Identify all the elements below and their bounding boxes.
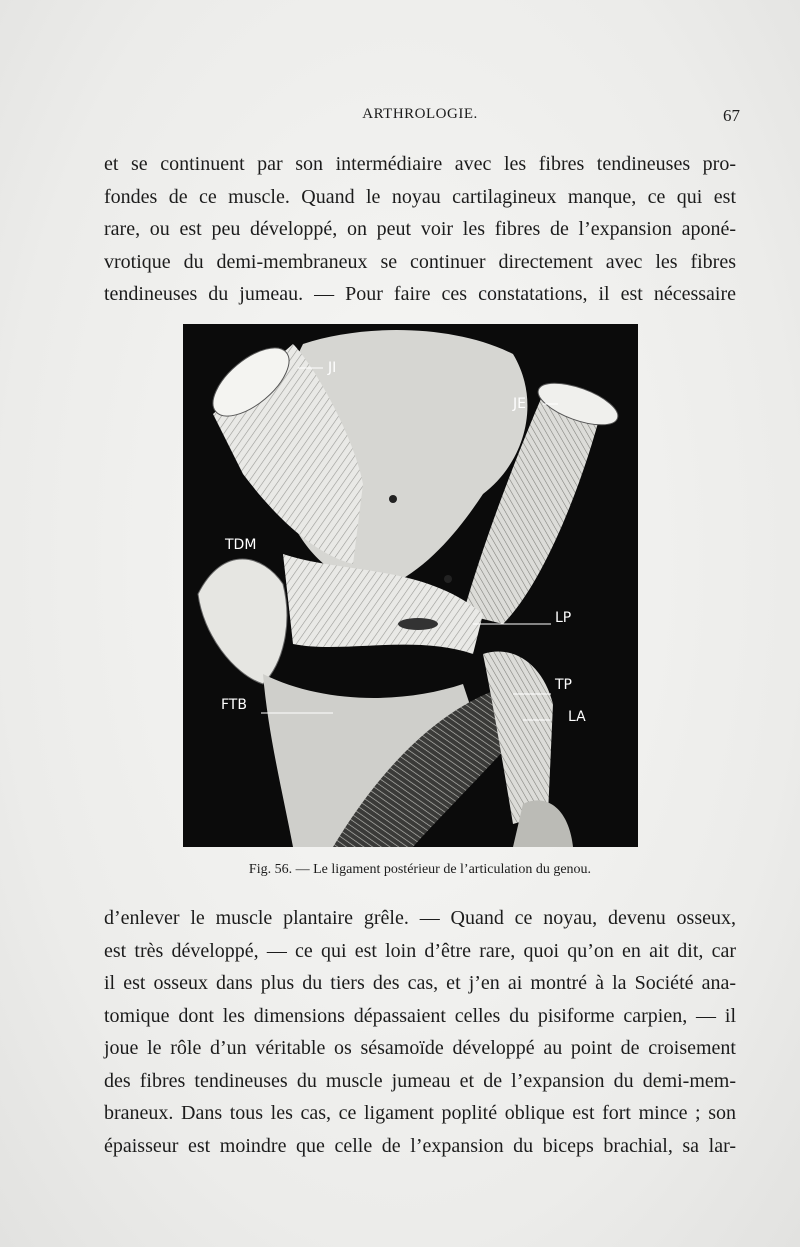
text-line: tomique dont les dimensions dépassaient celles du pisiforme carpien, — il bbox=[104, 1004, 736, 1027]
page-number: 67 bbox=[723, 106, 740, 125]
body-text-top bbox=[104, 148, 736, 311]
page-header bbox=[100, 106, 740, 136]
label-ji: JI bbox=[328, 360, 337, 376]
text-line: joue le rôle d’un véritable os sésamoïde développé au point de croisement bbox=[104, 1037, 736, 1059]
label-tdm: TDM bbox=[225, 537, 257, 553]
running-title: ARTHROLOGIE. bbox=[362, 106, 478, 122]
label-je: JE bbox=[513, 396, 526, 412]
text-line: d’enlever le muscle plantaire grêle. — Quand ce noyau, devenu osseux, bbox=[104, 907, 736, 929]
text-line: et se continuent par son intermédiaire avec les fibres tendineuses pro- bbox=[104, 153, 736, 175]
figure-caption: Fig. 56. — Le ligament postérieur de l’articulation du genou. bbox=[248, 862, 592, 877]
text-line: braneux. Dans tous les cas, ce ligament poplité oblique est fort mince ; son bbox=[104, 1102, 736, 1124]
text-line: épaisseur est moindre que celle de l’expansion du biceps brachial, sa lar- bbox=[104, 1134, 736, 1157]
knee-ligament-illustration bbox=[183, 324, 638, 847]
anatomical-drawing bbox=[183, 324, 638, 847]
text-line: des fibres tendineuses du muscle jumeau et de l’expansion du demi-mem- bbox=[104, 1069, 736, 1092]
text-line: rare, ou est peu développé, on peut voir les fibres de l’expansion aponé- bbox=[104, 218, 736, 240]
text-line: est très développé, — ce qui est loin d’être rare, quoi qu’on en ait dit, car bbox=[104, 939, 736, 962]
text-line: tendineuses du jumeau. — Pour faire ces constatations, il est nécessaire bbox=[104, 283, 736, 305]
label-tp: TP bbox=[555, 677, 572, 693]
label-lp: LP bbox=[555, 610, 572, 626]
label-ftb: FTB bbox=[221, 697, 247, 713]
semimembranosus-tendon bbox=[198, 559, 287, 684]
text-line: fondes de ce muscle. Quand le noyau cartilagineux manque, ce qui est bbox=[104, 185, 736, 208]
text-line: il est osseux dans plus du tiers des cas, et j’en ai montré à la Société ana- bbox=[104, 972, 736, 994]
body-text-bottom bbox=[104, 902, 736, 1162]
label-la: LA bbox=[568, 709, 586, 725]
text-line: vrotique du demi-membraneux se continuer directement avec les fibres bbox=[104, 250, 736, 273]
